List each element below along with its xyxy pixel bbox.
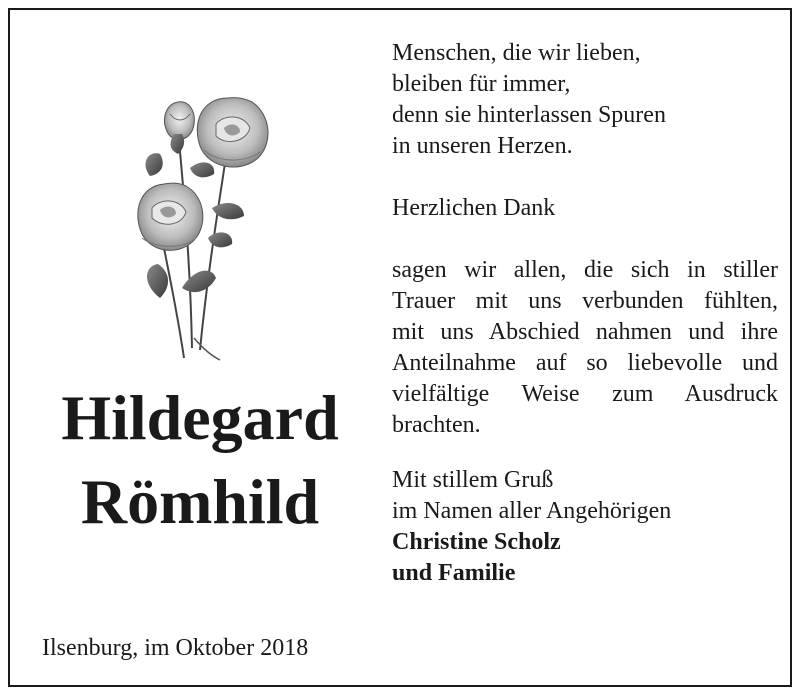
greeting-line: im Namen aller Angehörigen [392, 498, 672, 524]
greeting [392, 465, 778, 527]
thanks-line: brachten. [392, 412, 481, 438]
deceased-last-name: Römhild [80, 466, 320, 537]
thanks-heading: Herzlichen Dank [392, 195, 556, 221]
thanks-line: mit uns Abschied nahmen und ihre [392, 319, 778, 345]
poem-line: bleiben für immer, [392, 71, 571, 97]
signer-line: und Familie [392, 560, 516, 586]
thanks-line: sagen wir allen, die sich in stiller [392, 257, 778, 283]
thanks-line: Anteilnahme auf so liebevolle und [392, 350, 778, 376]
poem-line: Menschen, die wir lieben, [392, 40, 641, 66]
thanks-line: Trauer mit uns verbunden fühlten, [392, 288, 778, 314]
signer-line: Christine Scholz [392, 529, 561, 555]
roses-icon [120, 88, 280, 368]
greeting-line: Mit stillem Gruß [392, 467, 554, 493]
poem-line: in unseren Herzen. [392, 133, 573, 159]
place-date: Ilsenburg, im Oktober 2018 [42, 635, 309, 661]
thanks-body [392, 255, 778, 441]
poem [392, 38, 778, 162]
poem-line: denn sie hinterlassen Spuren [392, 102, 666, 128]
signers [392, 527, 778, 589]
text-column [392, 38, 778, 589]
thanks-line: vielfältige Weise zum Ausdruck [392, 381, 778, 407]
obituary-notice [8, 8, 792, 687]
deceased-first-name: Hildegard [61, 382, 339, 453]
